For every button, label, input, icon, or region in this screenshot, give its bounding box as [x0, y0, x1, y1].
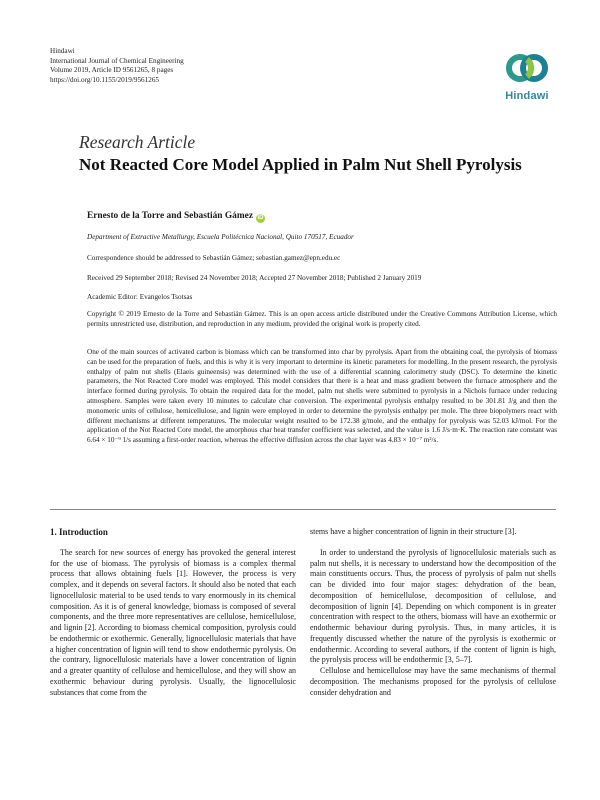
section-divider	[50, 509, 556, 510]
intro-paragraph-2: In order to understand the pyrolysis of lignocellulosic materials such as palm nut shells, it is necessary to understand how the decomposition of the main constituents occurs. Thus, the process of pyrolysis of palm nut shells can be divided into four major stages: dehydration of the bean, decomposition of hemicellulose, decomposition of cellulose, and decomposition of lignin [4]. Depending on which component is in greater concentration with respect to the others, biomass will have an exothermic or endothermic behaviour during pyrolysis. Thus, in many articles, it is frequently discussed whether the nature of the pyrolysis is exothermic or endothermic. According to several authors, if the content of lignin is high, the pyrolysis process will be endothermic [3, 5–7].	[310, 547, 556, 665]
journal-header	[50, 47, 184, 85]
publisher-name: Hindawi	[50, 47, 75, 55]
doi-link[interactable]: https://doi.org/10.1155/2019/9561265	[50, 75, 160, 84]
section-heading-introduction: 1. Introduction	[50, 527, 108, 537]
abstract-text: One of the main sources of activated carbon is biomass which can be transformed into char by pyrolysis. Apart from the obtaining coal, the pyrolysis of biomass can be used for the preparation of fuels, and this is why it is very important to determine its kinetic parameters for modelling. In the present research, the pyrolysis enthalpy of palm nut shells (Elaeis guineensis) was determined with the use of a differential scanning calorimetry study (DSC). To determine the kinetic parameters, the Not Reacted Core model was employed. This model considers that there is a heat and mass gradient between the furnace atmosphere and the interface formed during pyrolysis. To obtain the required data for the model, palm nut shells were submitted to pyrolysis in a Nichols furnace under reducing atmosphere. Samples were taken every 10 minutes to calculate char conversion. The experimental pyrolysis enthalpy resulted to be 301.81 J/g and then the monomeric units of cellulose, hemicellulose, and lignin were employed in order to determine the pyrolysis enthalpy per mole. The three biopolymers react with different mechanisms at different temperatures. The molecular weight resulted to be 172.38 g/mole, and the enthalpy for pyrolysis was 52.03 kJ/mol. For the application of the Not Reacted Core model, the amorphous char heat transfer coefficient was selected, and the value is 1.6 J/s·m·K. The reaction rate constant was 6.64 × 10⁻⁹ 1/s assuming a first-order reaction, whereas the effective diffusion across the char layer was 4.83 × 10⁻⁷ m²/s.	[87, 348, 557, 445]
volume-line: Volume 2019, Article ID 9561265, 8 pages	[50, 66, 174, 75]
academic-editor: Academic Editor: Evangelos Tsotsas	[87, 293, 193, 301]
intro-paragraph-3: Cellulose and hemicellulose may have the same mechanisms of thermal decomposition. The mechanisms proposed for the pyrolysis of cellulose consider dehydration and	[310, 666, 556, 697]
author-line	[87, 211, 265, 223]
left-column	[50, 527, 296, 698]
intro-paragraph-1: The search for new sources of energy has provoked the general interest for the use of biomass. The pyrolysis of biomass is a complex thermal process that allows obtaining fuels [1]. However, the process is very complex, and it depends on several factors. It should also be noted that each lignocellulosic material to be used tends to vary enormously in its chemical composition. As it is of general knowledge, biomass is composed of several components, and the three more representatives are cellulose, hemicellulose, and lignin [2]. According to biomass chemical composition, pyrolysis could be endothermic or exothermic. Generally, lignocellulosic materials that have a higher concentration of lignin will tend to show endothermic pyrolysis. On the contrary, lignocellulosic materials have a lower concentration of lignin and a greater quantity of cellulose and hemicellulose, and they will show an exothermic behaviour during pyrolysis. Usually, the lignocellulosic substances that come from the	[50, 547, 296, 697]
orcid-icon[interactable]: iD	[257, 215, 264, 221]
abstract	[87, 348, 557, 446]
copyright-notice: Copyright © 2019 Ernesto de la Torre and Sebastián Gámez. This is an open access article distributed under the Creative Commons Attribution License, which permits unrestricted use, distribution, and reproduction in any medium, provided the original work is properly cited.	[87, 310, 557, 328]
journal-name: International Journal of Chemical Engineering	[50, 56, 184, 65]
logo-text: Hindawi	[505, 90, 549, 102]
publication-dates: Received 29 September 2018; Revised 24 November 2018; Accepted 27 November 2018; Published 2 January 2019	[87, 274, 422, 282]
correspondence: Correspondence should be addressed to Sebastián Gámez; sebastian.gamez@epn.edu.ec	[87, 254, 341, 262]
intro-paragraph-1-continued: stems have a higher concentration of lignin in their structure [3].	[310, 527, 517, 536]
affiliation: Department of Extractive Metallurgy, Escuela Politécnica Nacional, Quito 170517, Ecuador	[87, 233, 354, 241]
hindawi-logo[interactable]	[499, 47, 555, 107]
article-type: Research Article	[79, 132, 196, 152]
article-title: Not Reacted Core Model Applied in Palm Nut Shell Pyrolysis	[79, 155, 522, 174]
authors: Ernesto de la Torre and Sebastián Gámez	[87, 211, 253, 221]
right-column	[310, 527, 556, 698]
hindawi-logo-icon	[503, 47, 551, 89]
